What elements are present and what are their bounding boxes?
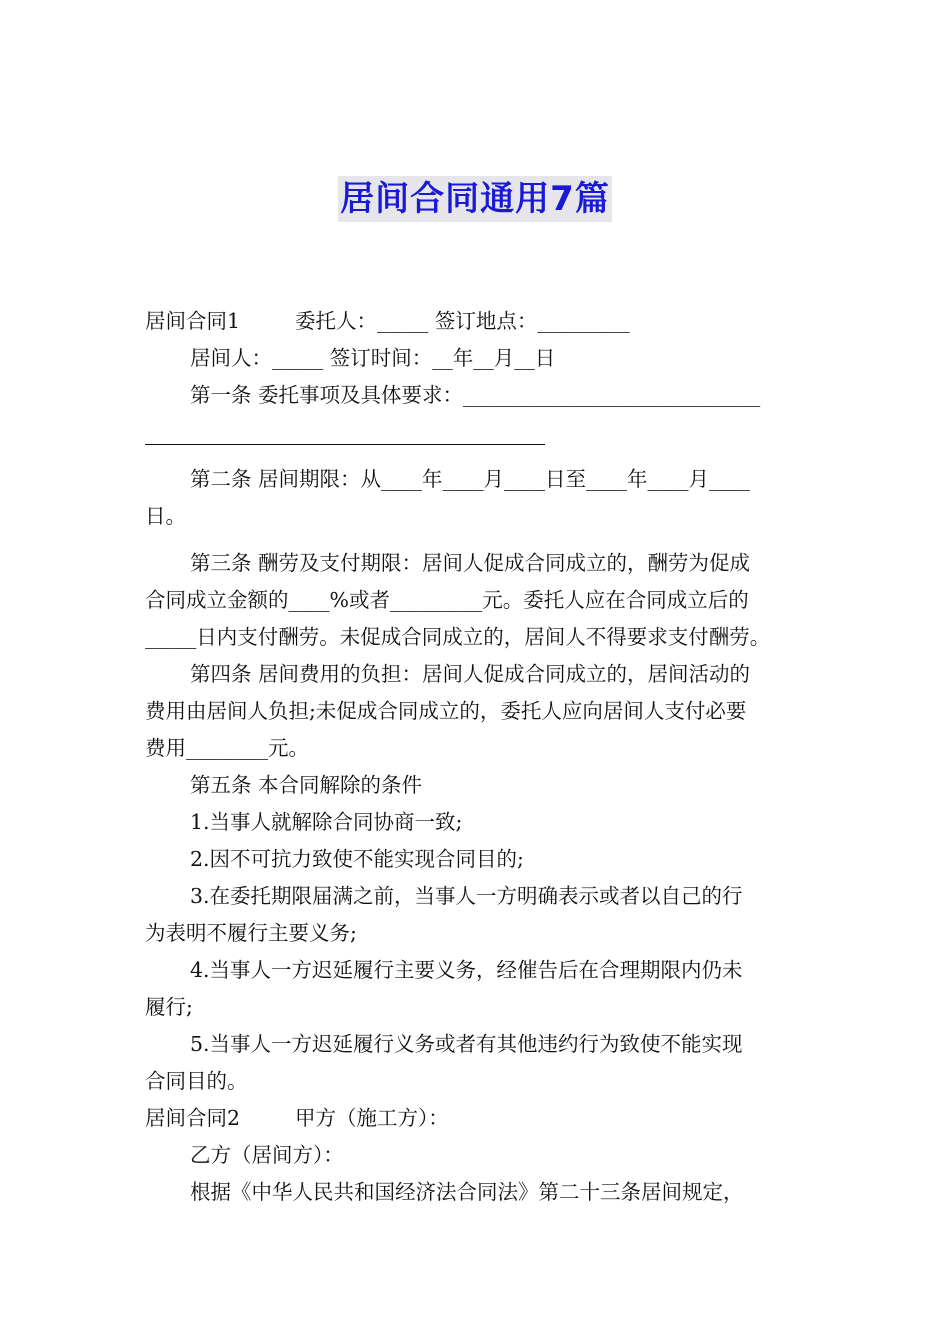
- title-wrap: [0, 176, 950, 222]
- list-item-text: 1.当事人就解除合同协商一致;: [190, 810, 463, 834]
- list-item: [145, 841, 810, 878]
- paragraph-text: 日。: [145, 504, 186, 528]
- blank-rule: [145, 422, 545, 445]
- paragraph-line: [145, 1137, 810, 1174]
- list-item-text: 3.在委托期限届满之前，当事人一方明确表示或者以自己的行: [190, 884, 743, 908]
- document-title: 居间合同通用7篇: [338, 176, 612, 222]
- paragraph-line: [145, 730, 810, 767]
- list-item: [145, 1026, 810, 1063]
- paragraph-line: [145, 303, 810, 340]
- paragraph-text: 乙方（居间方）：: [190, 1143, 344, 1167]
- paragraph-text: 第五条 本合同解除的条件: [190, 773, 423, 797]
- list-item-text: 2.因不可抗力致使不能实现合同目的;: [190, 847, 524, 871]
- paragraph-line: [145, 693, 810, 730]
- paragraph-text: 第四条 居间费用的负担：居间人促成合同成立的，居间活动的: [190, 662, 751, 686]
- paragraph-text: 合同成立金额的____%或者_________元。委托人应在合同成立后的: [145, 588, 749, 612]
- paragraph-line: [145, 656, 810, 693]
- paragraph-text: _____日内支付酬劳。未促成合同成立的，居间人不得要求支付酬劳。: [145, 625, 771, 649]
- section-heading: 居间合同2: [145, 1106, 241, 1130]
- paragraph-text: 委托人：_____ 签订地点：_________: [295, 309, 630, 333]
- list-item-text: 5.当事人一方迟延履行义务或者有其他违约行为致使不能实现: [190, 1032, 743, 1056]
- list-item: [145, 952, 810, 989]
- blank-rule-line: [145, 414, 810, 451]
- paragraph-text: 费用由居间人负担;未促成合同成立的，委托人应向居间人支付必要: [145, 699, 747, 723]
- list-item-continuation: [145, 989, 810, 1026]
- paragraph-text: 费用________元。: [145, 736, 309, 760]
- list-item-continuation: [145, 915, 810, 952]
- list-item-text: 合同目的。: [145, 1069, 248, 1093]
- paragraph-text: 根据《中华人民共和国经济法合同法》第二十三条居间规定，: [190, 1180, 744, 1204]
- list-item: [145, 878, 810, 915]
- paragraph-line: [145, 767, 810, 804]
- paragraph-line: [145, 377, 810, 414]
- paragraph-line: [145, 498, 810, 535]
- list-item-text: 履行;: [145, 995, 193, 1019]
- paragraph-text: 第一条 委托事项及具体要求：_____________________________: [190, 383, 761, 407]
- section-heading: 居间合同1: [145, 309, 241, 333]
- paragraph-line: [145, 582, 810, 619]
- document-body: [145, 303, 810, 1211]
- list-item-continuation: [145, 1063, 810, 1100]
- paragraph-line: [145, 1100, 810, 1137]
- paragraph-text: 第三条 酬劳及支付期限：居间人促成合同成立的，酬劳为促成: [190, 551, 751, 575]
- paragraph-line: [145, 461, 810, 498]
- paragraph-text: 甲方（施工方）：: [295, 1106, 449, 1130]
- paragraph-line: [145, 619, 810, 656]
- list-item-text: 为表明不履行主要义务;: [145, 921, 357, 945]
- paragraph-line: [145, 340, 810, 377]
- paragraph-line: [145, 545, 810, 582]
- list-item-text: 4.当事人一方迟延履行主要义务，经催告后在合理期限内仍未: [190, 958, 743, 982]
- paragraph-line: [145, 1174, 810, 1211]
- paragraph-text: 第二条 居间期限：从____年____月____日至____年____月____: [190, 467, 751, 491]
- list-item: [145, 804, 810, 841]
- paragraph-text: 居间人：_____ 签订时间：__年__月__日: [190, 346, 556, 370]
